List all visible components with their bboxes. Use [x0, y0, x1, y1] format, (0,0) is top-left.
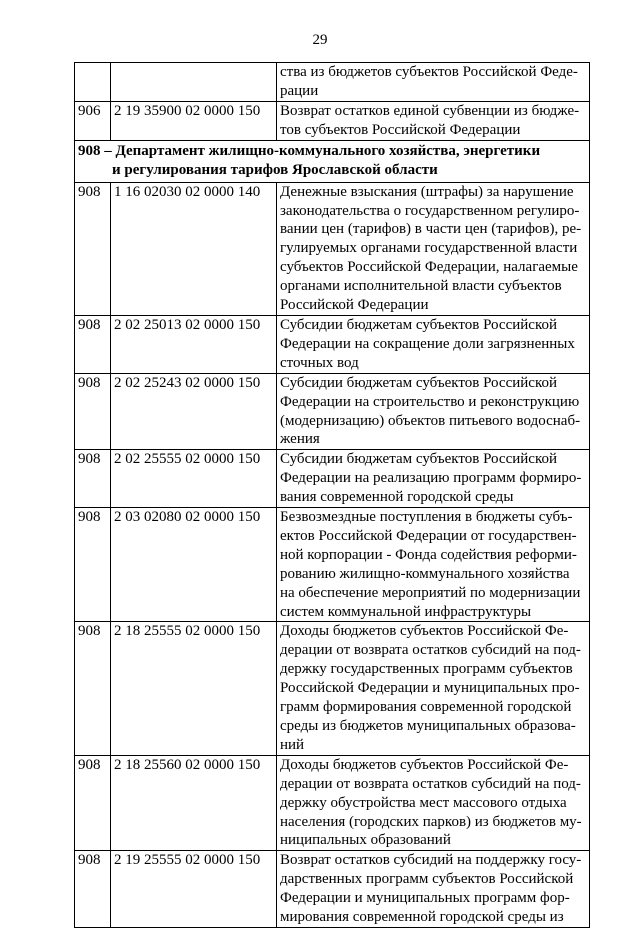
description-cell: [277, 182, 590, 315]
description-line: ектов Российской Федерации от государствен-: [280, 527, 577, 544]
section-header-row: [75, 140, 590, 182]
description-line: Российской Федерации и муниципальных про-: [280, 680, 580, 697]
description-line: населения (городских парков) из бюджетов му-: [280, 813, 582, 830]
description-line: Субсидии бюджетам субъектов Российской: [280, 374, 557, 391]
admin-code-cell: 908: [75, 315, 111, 373]
table-row: [75, 63, 590, 102]
budget-code-cell: 2 19 25555 02 0000 150: [111, 851, 277, 928]
description-line: тов субъектов Российской Федерации: [280, 121, 521, 138]
admin-code-cell: 908: [75, 622, 111, 755]
table-row: [75, 373, 590, 450]
description-line: на обеспечение мероприятий по модернизации: [280, 584, 581, 601]
description-line: держку государственных программ субъектов: [280, 661, 573, 678]
budget-code-cell: 2 19 35900 02 0000 150: [111, 101, 277, 140]
admin-code-cell: [75, 63, 111, 102]
table-row: [75, 508, 590, 622]
admin-code-cell: 908: [75, 851, 111, 928]
page-number: 29: [312, 32, 328, 48]
budget-code-cell: 2 02 25013 02 0000 150: [111, 315, 277, 373]
budget-code-cell: 2 03 02080 02 0000 150: [111, 508, 277, 622]
description-line: Возврат остатков единой субвенции из бюдже-: [280, 102, 580, 119]
description-line: (модернизацию) объектов питьевого водоснаб-: [280, 412, 581, 429]
description-line: держку обустройства мест массового отдыха: [280, 794, 567, 811]
admin-code-cell: 906: [75, 101, 111, 140]
description-line: Федерации на сокращение доли загрязненных: [280, 335, 575, 352]
budget-code-cell: 2 02 25555 02 0000 150: [111, 450, 277, 508]
description-line: ниципальных образований: [280, 832, 451, 849]
description-line: Денежные взыскания (штрафы) за нарушение: [280, 183, 574, 200]
budget-code-cell: 1 16 02030 02 0000 140: [111, 182, 277, 315]
description-line: дарственных программ субъектов Российской: [280, 871, 574, 888]
description-line: Возврат остатков субсидий на поддержку госу-: [280, 852, 582, 869]
table-row: [75, 315, 590, 373]
section-title-line: 908 – Департамент жилищно-коммунального хозяйства, энергетики: [78, 142, 541, 159]
admin-code-cell: 908: [75, 450, 111, 508]
description-line: Федерации и муниципальных программ фор-: [280, 890, 570, 907]
description-line: дерации от возврата остатков субсидий на под-: [280, 642, 581, 659]
budget-code-cell: 2 02 25243 02 0000 150: [111, 373, 277, 450]
description-line: гулируемых органами государственной власти: [280, 240, 578, 257]
description-cell: [277, 622, 590, 755]
table-row: [75, 182, 590, 315]
admin-code-cell: 908: [75, 508, 111, 622]
description-line: вания современной городской среды: [280, 489, 514, 506]
description-line: Безвозмездные поступления в бюджеты субъ-: [280, 509, 573, 526]
description-line: Федерации на реализацию программ формиро-: [280, 470, 582, 487]
description-line: Федерации на строительство и реконструкцию: [280, 393, 580, 410]
description-line: ства из бюджетов субъектов Российской Феде-: [280, 64, 578, 80]
description-line: Российской Федерации: [280, 297, 429, 314]
admin-code-cell: 908: [75, 373, 111, 450]
table-row: [75, 101, 590, 140]
description-cell: [277, 101, 590, 140]
description-cell: [277, 450, 590, 508]
section-header-cell: [75, 140, 590, 182]
description-line: Доходы бюджетов субъектов Российской Фе-: [280, 756, 569, 773]
description-line: сточных вод: [280, 354, 359, 371]
admin-code-cell: 908: [75, 182, 111, 315]
description-line: Субсидии бюджетам субъектов Российской: [280, 316, 557, 333]
description-line: органами исполнительной власти субъектов: [280, 278, 562, 295]
description-line: мирования современной городской среды из: [280, 909, 564, 926]
description-line: вании цен (тарифов) в части цен (тарифов), ре-: [280, 221, 582, 238]
description-cell: [277, 755, 590, 851]
description-line: ний: [280, 736, 305, 753]
description-line: Субсидии бюджетам субъектов Российской: [280, 451, 557, 468]
table-row: [75, 450, 590, 508]
description-line: систем коммунальной инфраструктуры: [280, 603, 532, 620]
description-cell: [277, 63, 590, 102]
budget-code-cell: 2 18 25560 02 0000 150: [111, 755, 277, 851]
table-row: [75, 755, 590, 851]
description-line: грамм формирования современной городской: [280, 699, 572, 716]
description-line: жения: [280, 431, 320, 448]
description-line: дерации от возврата остатков субсидий на под-: [280, 775, 581, 792]
budget-code-cell: 2 18 25555 02 0000 150: [111, 622, 277, 755]
description-line: субъектов Российской Федерации, налагаемые: [280, 259, 578, 276]
budget-code-cell: [111, 63, 277, 102]
description-line: Доходы бюджетов субъектов Российской Фе-: [280, 623, 569, 640]
admin-code-cell: 908: [75, 755, 111, 851]
budget-classification-table: [74, 62, 590, 928]
description-line: рованию жилищно-коммунального хозяйства: [280, 565, 570, 582]
section-title-line: и регулирования тарифов Ярославской области: [112, 162, 438, 179]
description-line: ной корпорации - Фонда содействия реформи-: [280, 546, 577, 563]
description-line: законодательства о государственном регулиро-: [280, 202, 580, 219]
description-cell: [277, 373, 590, 450]
description-line: среды из бюджетов муниципальных образова-: [280, 718, 576, 734]
description-cell: [277, 851, 590, 928]
description-line: рации: [280, 82, 319, 99]
table-row: [75, 622, 590, 755]
description-cell: [277, 315, 590, 373]
description-cell: [277, 508, 590, 622]
table-row: [75, 851, 590, 928]
